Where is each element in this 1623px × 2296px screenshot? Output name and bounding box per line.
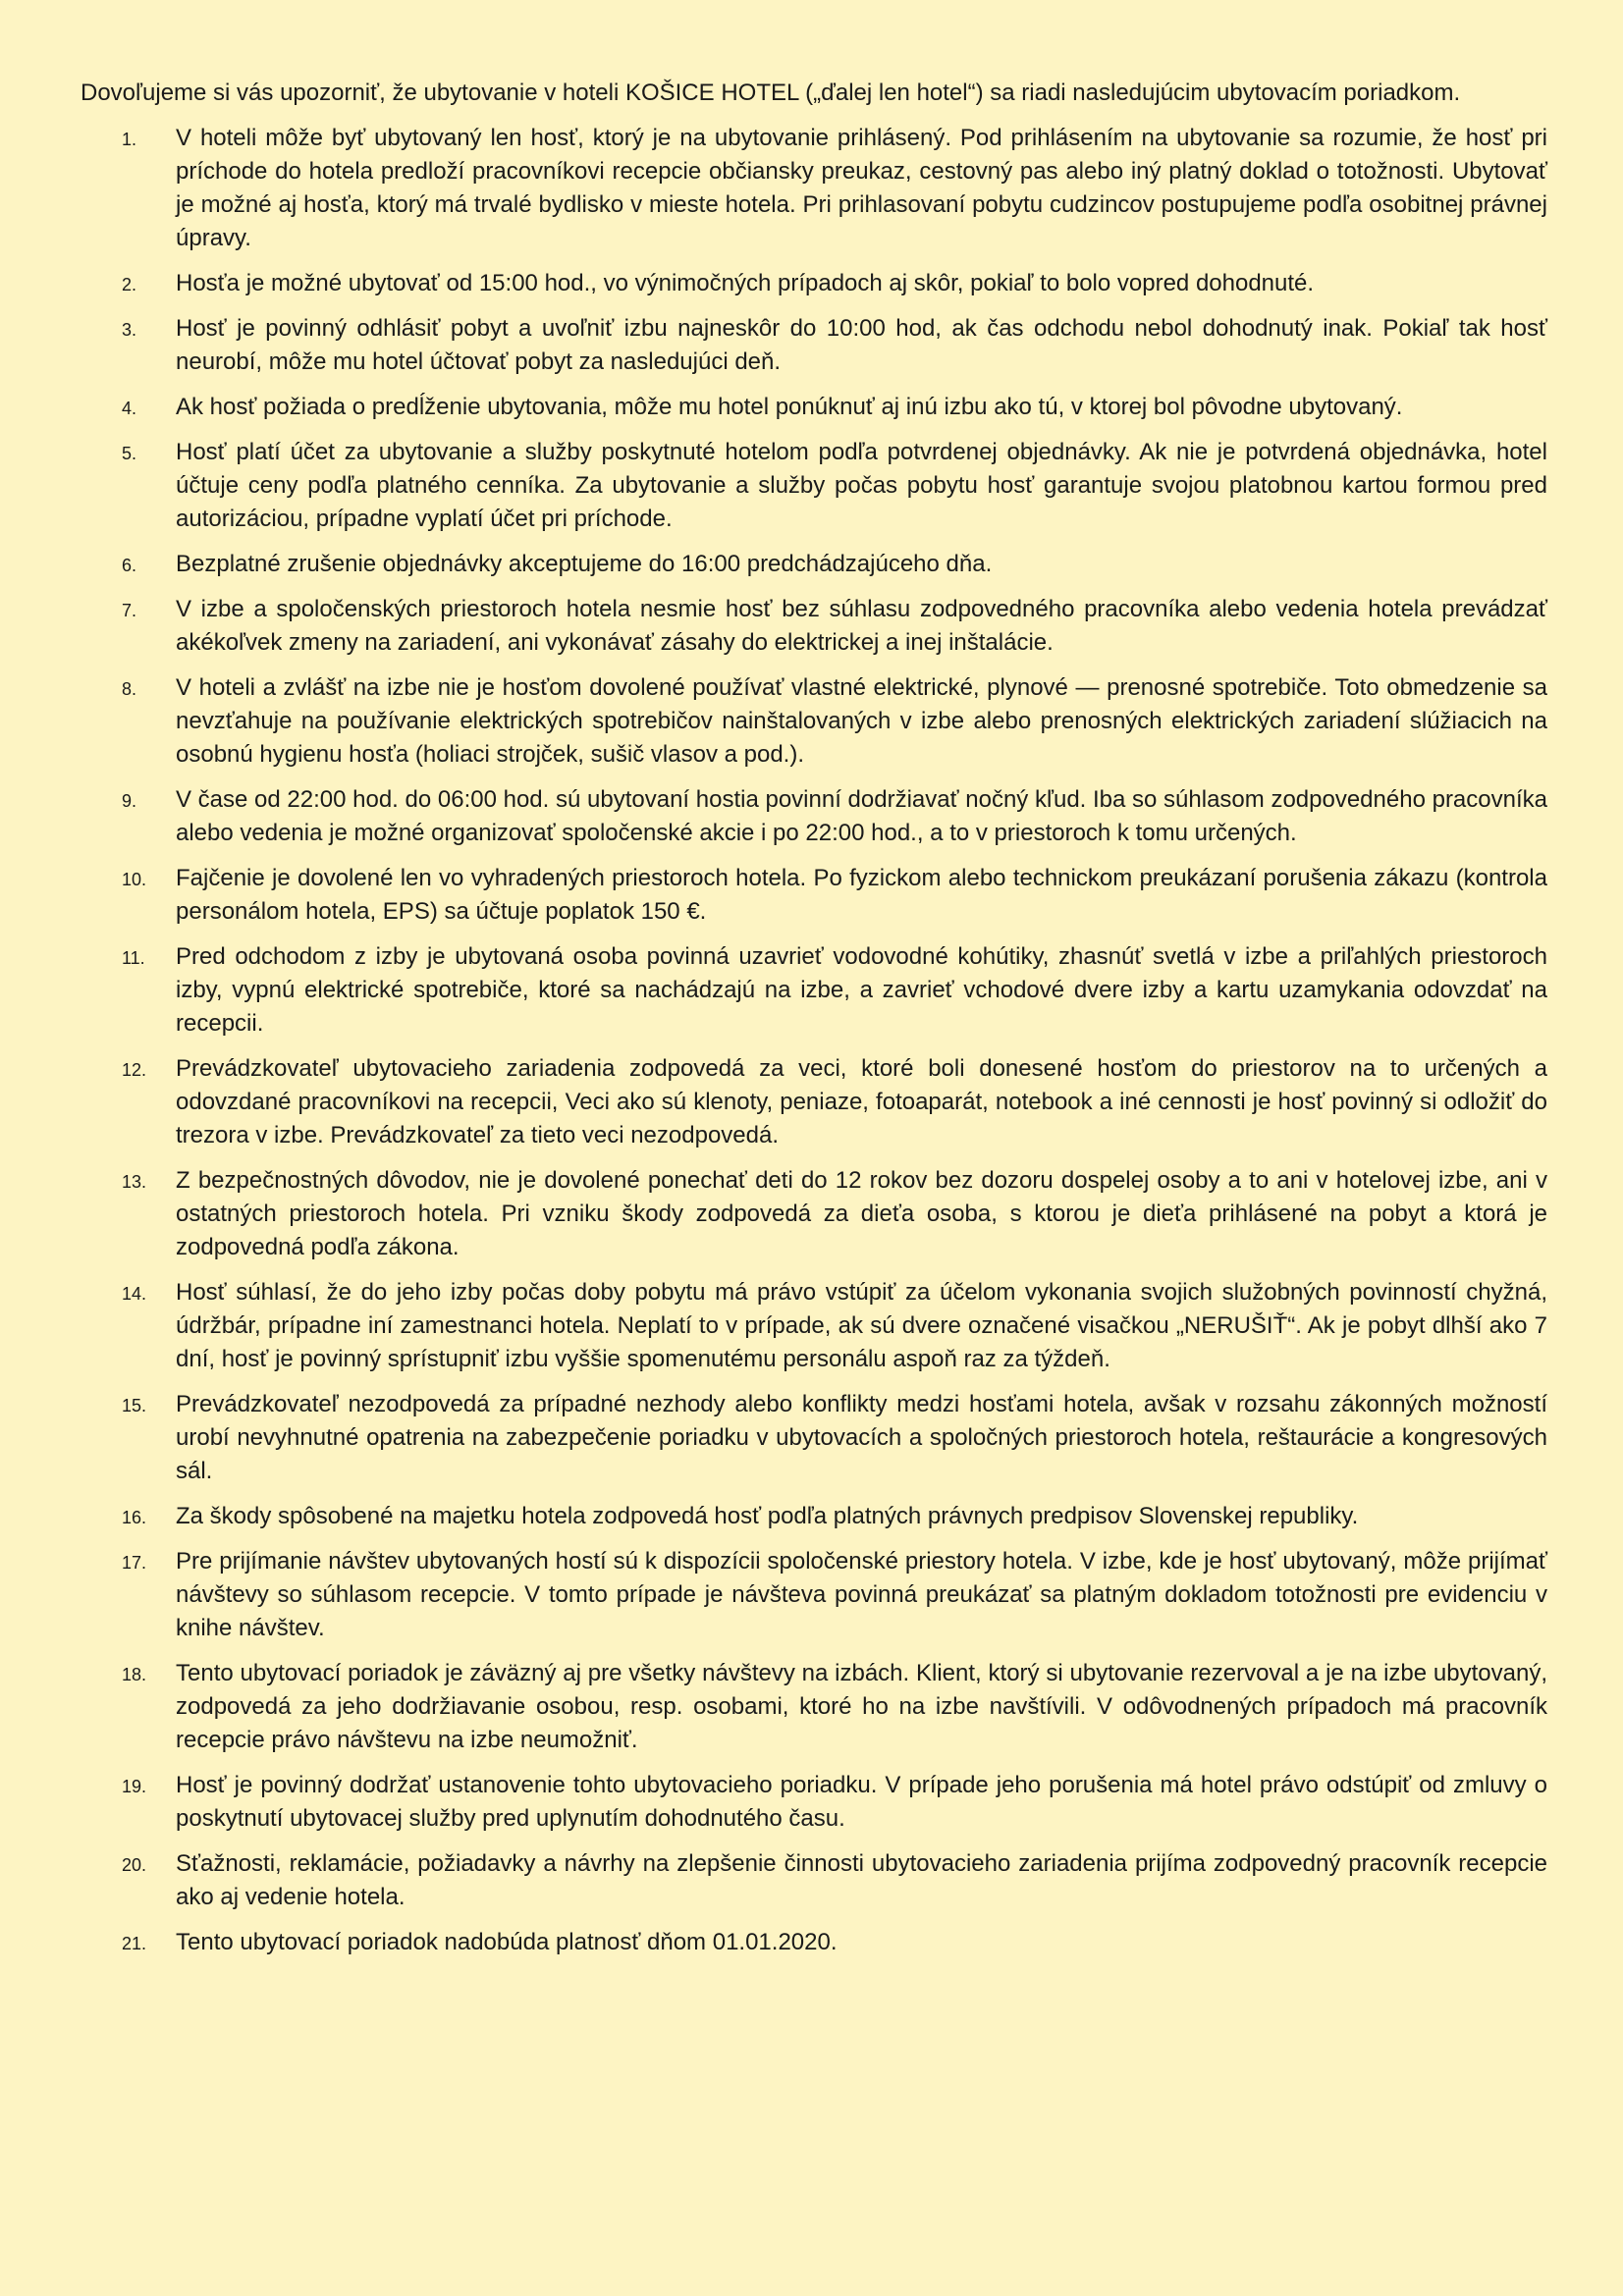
rule-item <box>81 122 1547 255</box>
rule-text: Tento ubytovací poriadok nadobúda platnosť dňom 01.01.2020. <box>176 1929 838 1955</box>
rule-text: Pre prijímanie návštev ubytovaných hostí sú k dispozícii spoločenské priestory hotela. V izbe, kde je hosť ubytovaný, môže prijímať návštevy so súhlasom recepcie. V tomto prípade je návšteva povinná preukázať sa platným dokladom totožnosti pre evidenciu v knihe návštev. <box>176 1548 1547 1641</box>
rule-item <box>81 436 1547 536</box>
rule-number: 20. <box>122 1855 147 1875</box>
rule-item <box>81 1164 1547 1264</box>
rule-text: Pred odchodom z izby je ubytovaná osoba povinná uzavrieť vodovodné kohútiky, zhasnúť svetlá v izbe a priľahlých priestoroch izby, vypnú elektrické spotrebiče, ktoré sa nachádzajú na izbe, a zavrieť vchodové dvere izby a kartu uzamykania odovzdať na recepcii. <box>176 943 1547 1037</box>
rule-item <box>81 1052 1547 1152</box>
rule-item <box>81 1657 1547 1757</box>
rule-text: Hosť súhlasí, že do jeho izby počas doby pobytu má právo vstúpiť za účelom vykonania svojich služobných povinností chyžná, údržbár, prípadne iní zamestnanci hotela. Neplatí to v prípade, ak sú dvere označené visačkou „NERUŠIŤ“. Ak je pobyt dlhší ako 7 dní, hosť je povinný sprístupniť izbu vyššie spomenutému personálu aspoň raz za týždeň. <box>176 1279 1547 1372</box>
rule-text: Za škody spôsobené na majetku hotela zodpovedá hosť podľa platných právnych predpisov Slovenskej republiky. <box>176 1503 1359 1529</box>
rule-text: Tento ubytovací poriadok je záväzný aj pre všetky návštevy na izbách. Klient, ktorý si ubytovanie rezervoval a je na izbe ubytovaný, zodpovedá za jeho dodržiavanie osobou, resp. osobami, ktoré ho na izbe navštívili. V odôvodnených prípadoch má pracovník recepcie právo návštevu na izbe neumožniť. <box>176 1660 1547 1753</box>
rule-number: 5. <box>122 444 137 463</box>
rule-item <box>81 862 1547 929</box>
rule-number: 10. <box>122 870 147 889</box>
rule-text: Hosťa je možné ubytovať od 15:00 hod., vo výnimočných prípadoch aj skôr, pokiaľ to bolo vopred dohodnuté. <box>176 270 1315 296</box>
rule-item <box>81 267 1547 300</box>
rules-list <box>81 122 1547 1959</box>
rule-item <box>81 1847 1547 1914</box>
rule-text: Prevádzkovateľ ubytovacieho zariadenia zodpovedá za veci, ktoré boli donesené hosťom do priestorov na to určených a odovzdané pracovníkovi na recepcii, Veci ako sú klenoty, peniaze, fotoaparát, notebook a iné cennosti je hosť povinný si odložiť do trezora v izbe. Prevádzkovateľ za tieto veci nezodpovedá. <box>176 1055 1547 1148</box>
rule-item <box>81 593 1547 660</box>
rule-item <box>81 671 1547 772</box>
rule-item <box>81 548 1547 581</box>
rule-text: Hosť platí účet za ubytovanie a služby poskytnuté hotelom podľa potvrdenej objednávky. Ak nie je potvrdená objednávka, hotel účtuje ceny podľa platného cenníka. Za ubytovanie a služby počas pobytu hosť garantuje svojou platobnou kartou formou pred autorizáciou, prípadne vyplatí účet pri príchode. <box>176 439 1547 532</box>
rule-number: 19. <box>122 1777 147 1796</box>
rule-item <box>81 1500 1547 1533</box>
rule-text: V izbe a spoločenských priestoroch hotela nesmie hosť bez súhlasu zodpovedného pracovníka alebo vedenia hotela prevádzať akékoľvek zmeny na zariadení, ani vykonávať zásahy do elektrickej a inej inštalácie. <box>176 596 1547 656</box>
rule-number: 15. <box>122 1396 147 1415</box>
rule-number: 14. <box>122 1284 147 1304</box>
intro-paragraph: Dovoľujeme si vás upozorniť, že ubytovanie v hoteli KOŠICE HOTEL („ďalej len hotel“) sa riadi nasledujúcim ubytovacím poriadkom. <box>81 80 1461 106</box>
rule-text: Fajčenie je dovolené len vo vyhradených priestoroch hotela. Po fyzickom alebo technickom preukázaní porušenia zákazu (kontrola personálom hotela, EPS) sa účtuje poplatok 150 €. <box>176 865 1547 925</box>
rule-text: Hosť je povinný odhlásiť pobyt a uvoľniť izbu najneskôr do 10:00 hod, ak čas odchodu nebol dohodnutý inak. Pokiaľ tak hosť neurobí, môže mu hotel účtovať pobyt za nasledujúci deň. <box>176 315 1547 375</box>
rule-number: 8. <box>122 679 137 699</box>
rule-text: Ak hosť požiada o predĺženie ubytovania, môže mu hotel ponúknuť aj inú izbu ako tú, v ktorej bol pôvodne ubytovaný. <box>176 394 1403 420</box>
rule-text: V hoteli a zvlášť na izbe nie je hosťom dovolené používať vlastné elektrické, plynové — prenosné spotrebiče. Toto obmedzenie sa nevzťahuje na používanie elektrických spotrebičov nainštalovaných v izbe alebo prenosných elektrických zariadení slúžiacich na osobnú hygienu hosťa (holiaci strojček, sušič vlasov a pod.). <box>176 674 1547 768</box>
rule-number: 16. <box>122 1508 147 1527</box>
rule-text: Sťažnosti, reklamácie, požiadavky a návrhy na zlepšenie činnosti ubytovacieho zariadenia prijíma zodpovedný pracovník recepcie ako aj vedenie hotela. <box>176 1850 1547 1910</box>
rule-item <box>81 1276 1547 1376</box>
rule-text: V čase od 22:00 hod. do 06:00 hod. sú ubytovaní hostia povinní dodržiavať nočný kľud. Iba so súhlasom zodpovedného pracovníka alebo vedenia je možné organizovať spoločenské akcie i po 22:00 hod., a to v priestoroch k tomu určených. <box>176 786 1547 846</box>
rule-number: 6. <box>122 556 137 575</box>
rule-item <box>81 391 1547 424</box>
document-page <box>81 77 1547 1971</box>
rule-text: V hoteli môže byť ubytovaný len hosť, ktorý je na ubytovanie prihlásený. Pod prihlásením na ubytovanie sa rozumie, že hosť pri príchode do hotela predloží pracovníkovi recepcie občiansky preukaz, cestovný pas alebo iný platný doklad o totožnosti. Ubytovať je možné aj hosťa, ktorý má trvalé bydlisko v mieste hotela. Pri prihlasovaní pobytu cudzincov postupujeme podľa osobitnej právnej úpravy. <box>176 125 1547 251</box>
rule-number: 13. <box>122 1172 147 1192</box>
rule-item <box>81 312 1547 379</box>
rule-number: 7. <box>122 601 137 620</box>
rule-text: Prevádzkovateľ nezodpovedá za prípadné nezhody alebo konflikty medzi hosťami hotela, avšak v rozsahu zákonných možností urobí nevyhnutné opatrenia na zabezpečenie poriadku v ubytovacích a spoločných priestoroch hotela, reštaurácie a kongresových sál. <box>176 1391 1547 1484</box>
rule-number: 2. <box>122 275 137 294</box>
rule-text: Bezplatné zrušenie objednávky akceptujeme do 16:00 predchádzajúceho dňa. <box>176 551 993 577</box>
rule-text: Z bezpečnostných dôvodov, nie je dovolené ponechať deti do 12 rokov bez dozoru dospelej osoby a to ani v hotelovej izbe, ani v ostatných priestoroch hotela. Pri vzniku škody zodpovedá za dieťa osoba, s ktorou je dieťa prihlásené na pobyt a ktorá je zodpovedná podľa zákona. <box>176 1167 1547 1260</box>
rule-number: 9. <box>122 791 137 811</box>
rule-item <box>81 940 1547 1041</box>
rule-item <box>81 783 1547 850</box>
rule-number: 21. <box>122 1934 147 1953</box>
rule-number: 18. <box>122 1665 147 1684</box>
rule-number: 17. <box>122 1553 147 1573</box>
rule-number: 1. <box>122 130 137 149</box>
rule-text: Hosť je povinný dodržať ustanovenie tohto ubytovacieho poriadku. V prípade jeho porušenia má hotel právo odstúpiť od zmluvy o poskytnutí ubytovacej služby pred uplynutím dohodnutého času. <box>176 1772 1547 1832</box>
rule-number: 11. <box>122 948 145 968</box>
rule-item <box>81 1926 1547 1959</box>
rule-item <box>81 1545 1547 1645</box>
rule-item <box>81 1388 1547 1488</box>
rule-number: 4. <box>122 399 137 418</box>
rule-number: 3. <box>122 320 137 340</box>
rule-item <box>81 1769 1547 1836</box>
rule-number: 12. <box>122 1060 147 1080</box>
